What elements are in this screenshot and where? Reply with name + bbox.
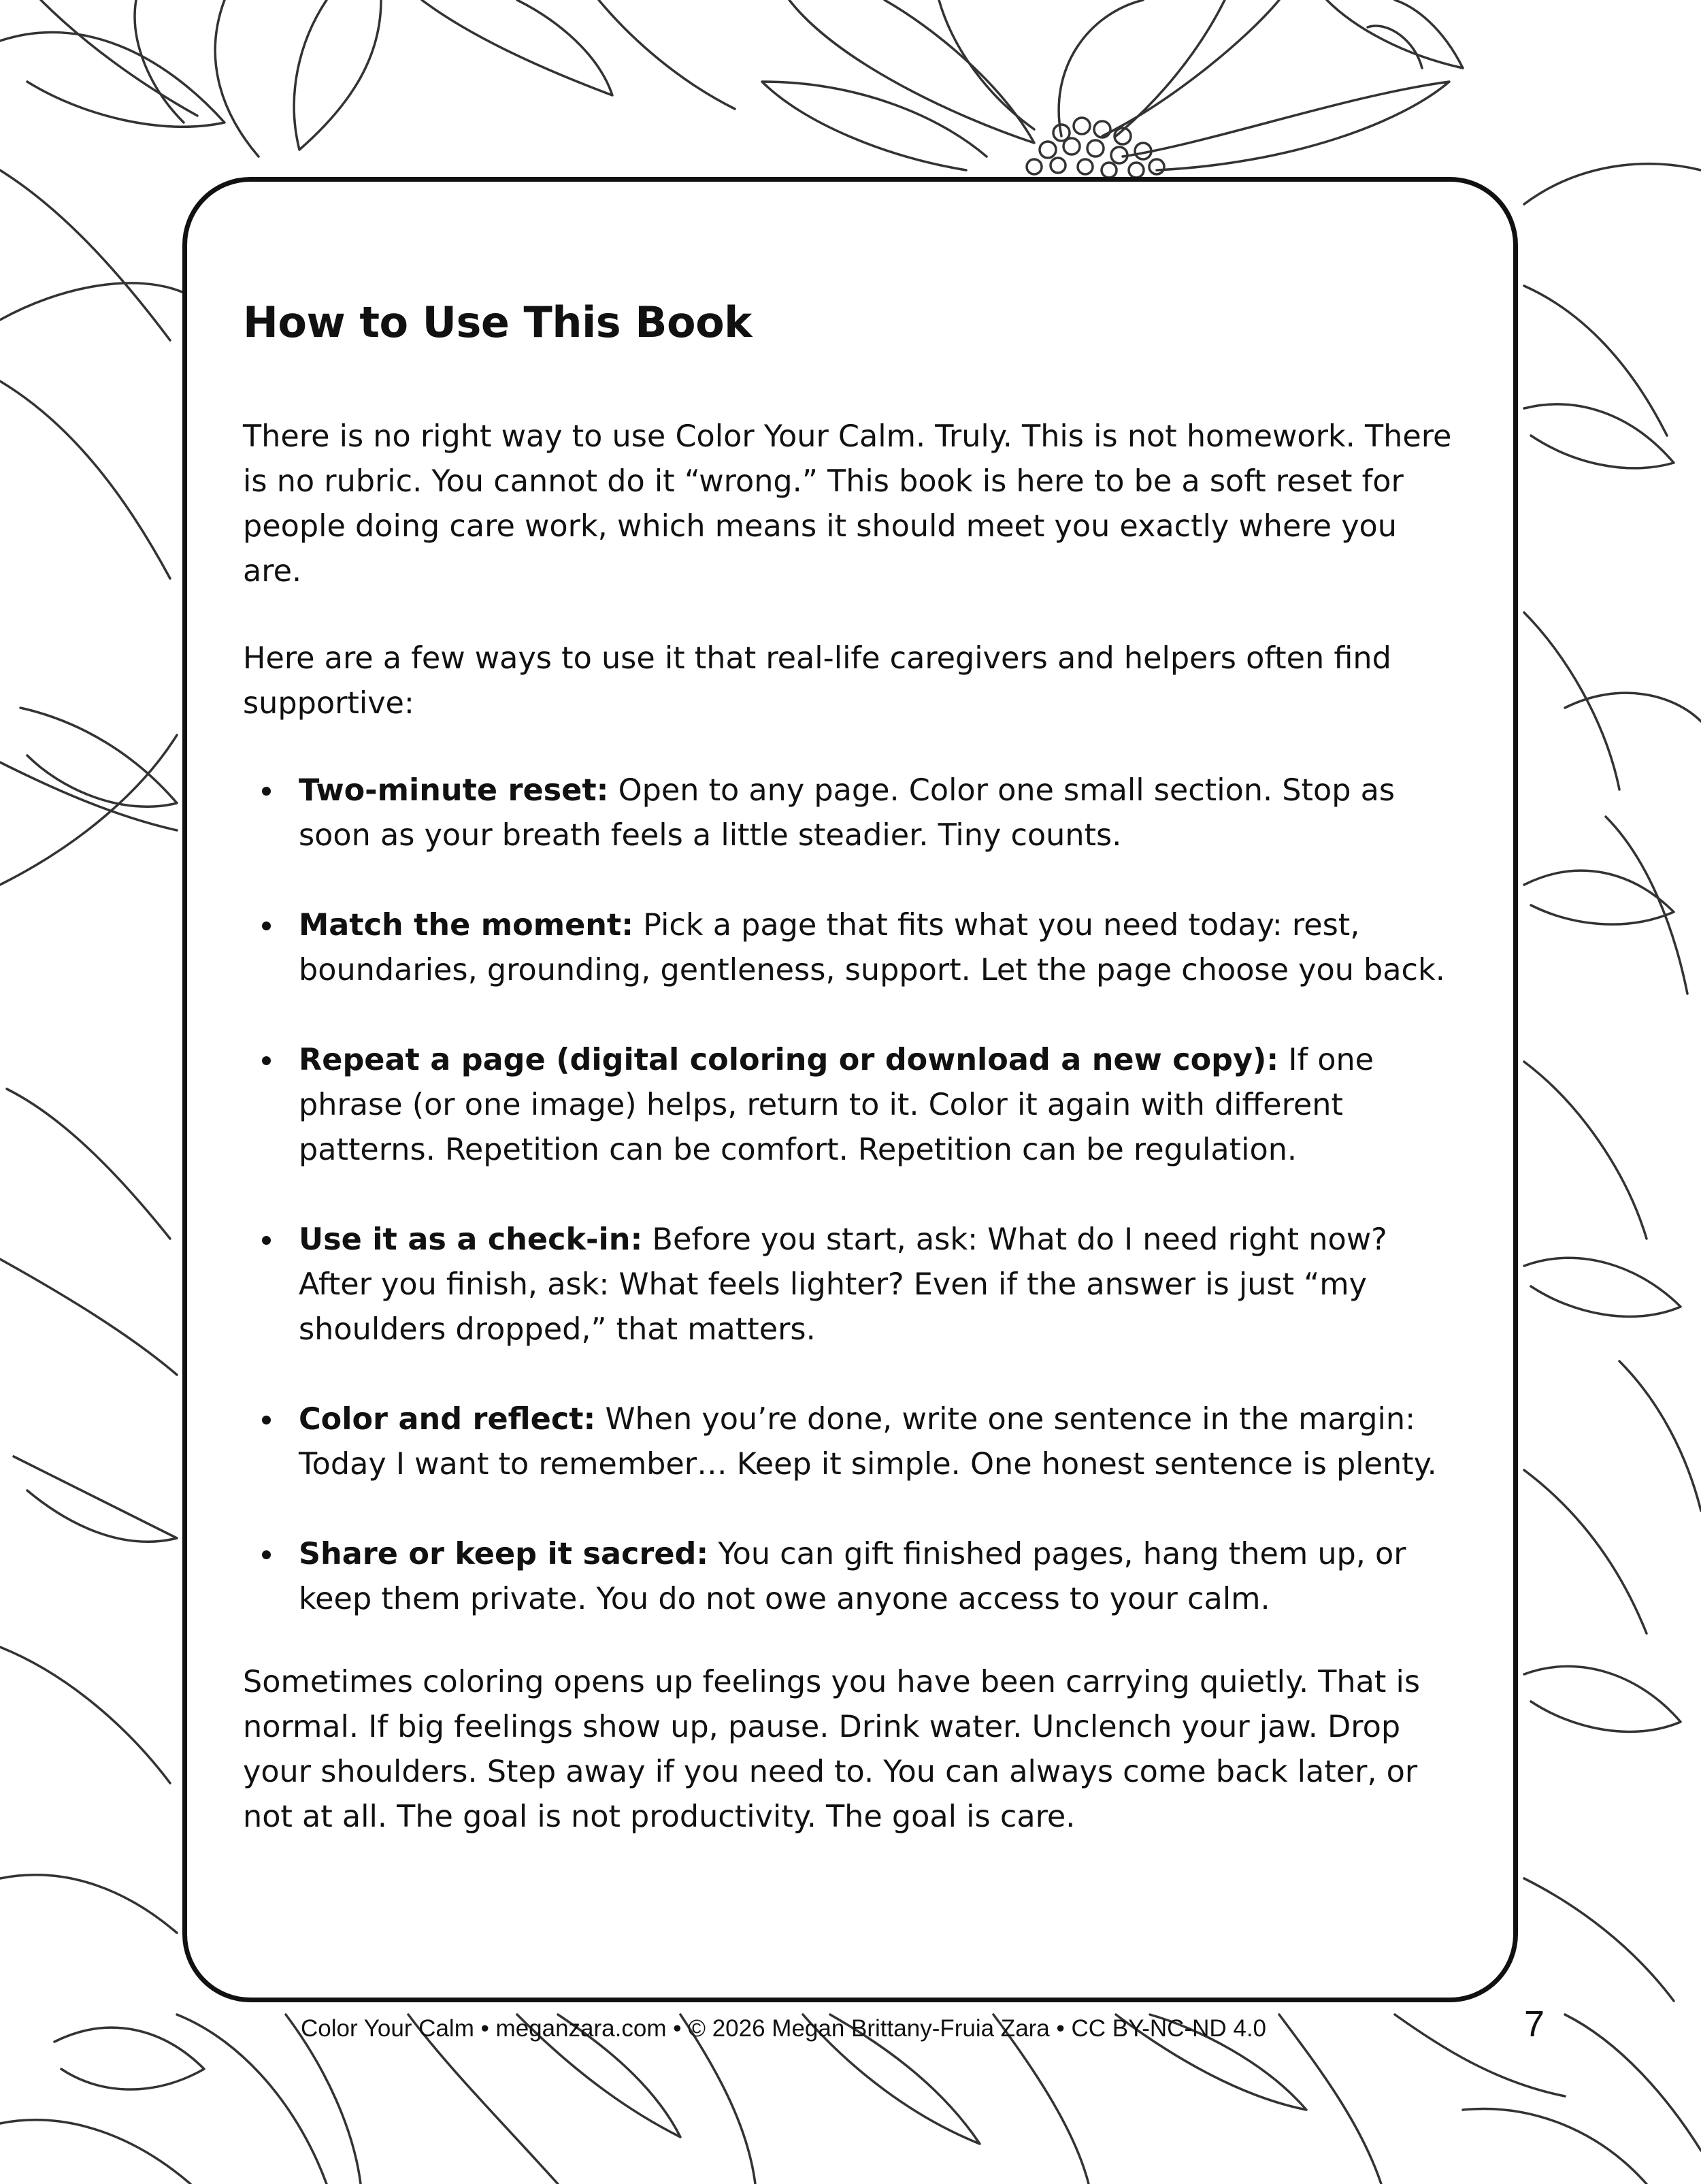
bullet-icon [262, 922, 271, 930]
tip-text: Pick a page that fits what you need today: rest, boundaries, grounding, gentleness, support. Let the page choose you back. [299, 908, 1445, 988]
bullet-icon [262, 1056, 271, 1065]
closing-paragraph: Sometimes coloring opens up feelings you have been carrying quietly. That is normal. If big feelings show up, pause. Drink water. Unclench your jaw. Drop your shoulders. Step away if you need to. You can always come back later, or not at all. The goal is not productivity. The goal is care. [243, 1665, 1421, 1835]
tip-lead: Share or keep it sacred: [299, 1537, 709, 1572]
tip-lead: Match the moment: [299, 908, 633, 943]
content-card [182, 177, 1518, 2002]
bullet-icon [262, 1550, 271, 1559]
list-item [243, 1397, 1452, 1487]
list-item [243, 1532, 1452, 1622]
list-item [243, 1218, 1452, 1352]
bullet-icon [262, 1236, 271, 1245]
footer-credits: Color Your Calm • meganzara.com • © 2026 Megan Brittany-Fruia Zara • CC BY-NC-ND 4.0 [301, 2015, 1267, 2042]
tip-lead: Color and reflect: [299, 1402, 596, 1437]
lead-in-paragraph: Here are a few ways to use it that real-life caregivers and helpers often find supportive: [243, 641, 1391, 721]
tips-list [243, 768, 1452, 1622]
tip-lead: Use it as a check-in: [299, 1222, 643, 1258]
tip-text: Open to any page. Color one small section. Stop as soon as your breath feels a little steadier. Tiny counts. [299, 773, 1396, 853]
tip-text: When you’re done, write one sentence in the margin: Today I want to remember… Keep it simple. One honest sentence is plenty. [299, 1402, 1437, 1482]
bullet-icon [262, 787, 271, 796]
page-title: How to Use This Book [243, 297, 752, 347]
tip-text: If one phrase (or one image) helps, return to it. Color it again with different patterns. Repetition can be comfort. Repetition can be regulation. [299, 1043, 1374, 1168]
intro-paragraph: There is no right way to use Color Your Calm. Truly. This is not homework. There is no rubric. You cannot do it “wrong.” This book is here to be a soft reset for people doing care work, which means it should meet you exactly where you are. [243, 419, 1452, 589]
tip-text: You can gift finished pages, hang them up, or keep them private. You do not owe anyone access to your calm. [299, 1537, 1406, 1617]
tip-lead: Two-minute reset: [299, 773, 609, 809]
bullet-icon [262, 1416, 271, 1424]
tip-text: Before you start, ask: What do I need right now? After you finish, ask: What feels lighter? Even if the answer is just “my shoulders dropped,” that matters. [299, 1222, 1387, 1348]
tip-lead: Repeat a page (digital coloring or download a new copy): [299, 1043, 1279, 1078]
list-item [243, 1038, 1452, 1173]
list-item [243, 903, 1452, 993]
list-item [243, 768, 1452, 858]
page-number: 7 [1524, 2004, 1545, 2044]
